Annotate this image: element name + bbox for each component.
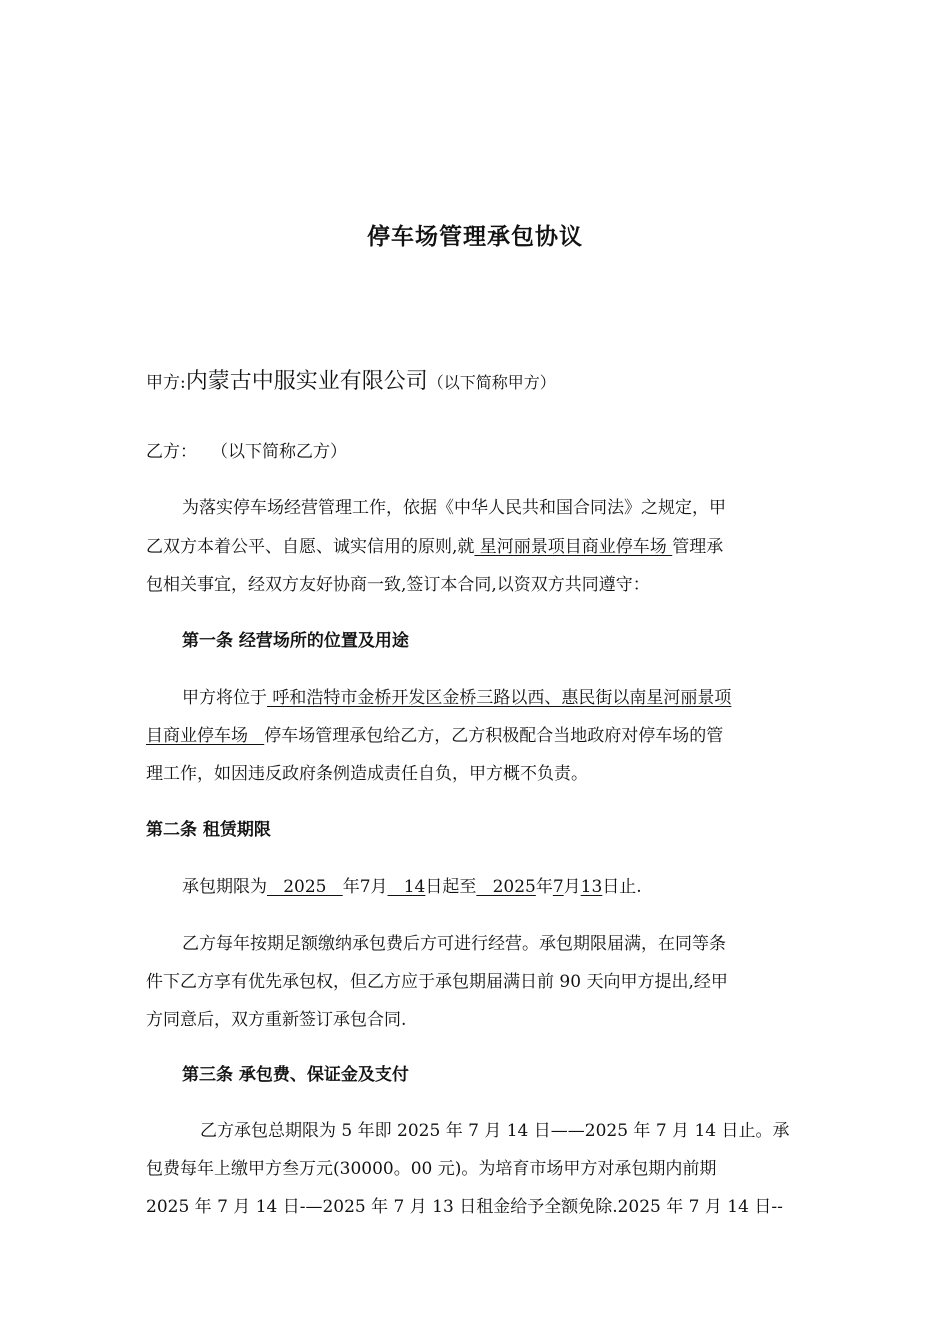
intro-line-1: 为落实停车场经营管理工作，依据《中华人民共和国合同法》之规定，甲 [182,498,726,518]
article-1-line-2 [146,721,806,746]
term-start-day: 14 [387,877,426,897]
article-1-line-1-text: 甲方将位于 [182,688,267,708]
term-year-unit: 年 [342,877,360,897]
article-1-line-3: 理工作，如因违反政府条例造成责任自负，甲方概不负责。 [146,764,588,784]
intro-line-2-tail: 管理承 [672,537,724,557]
term-line [182,872,842,897]
party-b-label: 乙方： [146,442,197,462]
party-a-label: 甲方: [146,373,186,393]
intro-line-3: 包相关事宜，经双方友好协商一致,签订本合同,以资双方共同遵守： [146,575,650,595]
party-a-line [146,364,806,395]
article-3-heading: 第三条 承包费、保证金及支付 [182,1065,409,1085]
intro-line-2-text: 乙双方本着公平、自愿、诚实信用的原则,就 [146,537,475,557]
document-title: 停车场管理承包协议 [367,223,583,250]
location-underlined: 呼和浩特市金桥开发区金桥三路以西、惠民街以南星河丽景项 [267,688,732,708]
party-b-line [146,437,806,462]
article-3-line-1: 乙方承包总期限为 5 年即 2025 年 7 月 14 日——2025 年 7 月 14 日止。承 [200,1121,790,1141]
term-day-unit: 日起至 [425,877,477,897]
article-1-heading: 第一条 经营场所的位置及用途 [182,631,409,651]
article-2-heading: 第二条 租赁期限 [146,820,271,840]
term-end-suffix: 日止. [602,877,642,897]
term-end-day: 13 [580,877,603,897]
term-end-year: 2025 [476,877,536,897]
article-2-p2-line-3: 方同意后，双方重新签订承包合同. [146,1010,407,1030]
term-start-month: 7 [359,877,371,897]
term-start-year: 2025 [267,877,343,897]
party-a-name: 内蒙古中服实业有限公司 [185,369,428,394]
term-prefix: 承包期限为 [182,877,267,897]
article-1-line-1 [182,683,842,708]
term-month-unit-2: 月 [563,877,581,897]
article-1-line-2-text: 停车场管理承包给乙方，乙方积极配合当地政府对停车场的管 [264,726,724,746]
party-b-suffix: （以下简称乙方） [211,442,347,462]
location-underlined-cont: 目商业停车场 [146,726,265,746]
article-3-line-3: 2025 年 7 月 14 日-—2025 年 7 月 13 日租金给予全额免除.2025 年 7 月 14 日-- [146,1197,783,1217]
article-2-p2-line-1: 乙方每年按期足额缴纳承包费后方可进行经营。承包期限届满，在同等条 [182,934,726,954]
article-2-p2-line-2: 件下乙方享有优先承包权，但乙方应于承包期届满日前 90 天向甲方提出,经甲 [146,972,728,992]
term-year-unit-2: 年 [535,877,553,897]
intro-line-2 [146,532,806,557]
term-end-month: 7 [552,877,564,897]
party-a-suffix: （以下简称甲方） [427,373,556,392]
term-month-unit: 月 [370,877,388,897]
project-name-underlined: 星河丽景项目商业停车场 [474,537,673,557]
article-3-line-2: 包费每年上缴甲方叁万元(30000。00 元)。为培育市场甲方对承包期内前期 [146,1159,717,1179]
